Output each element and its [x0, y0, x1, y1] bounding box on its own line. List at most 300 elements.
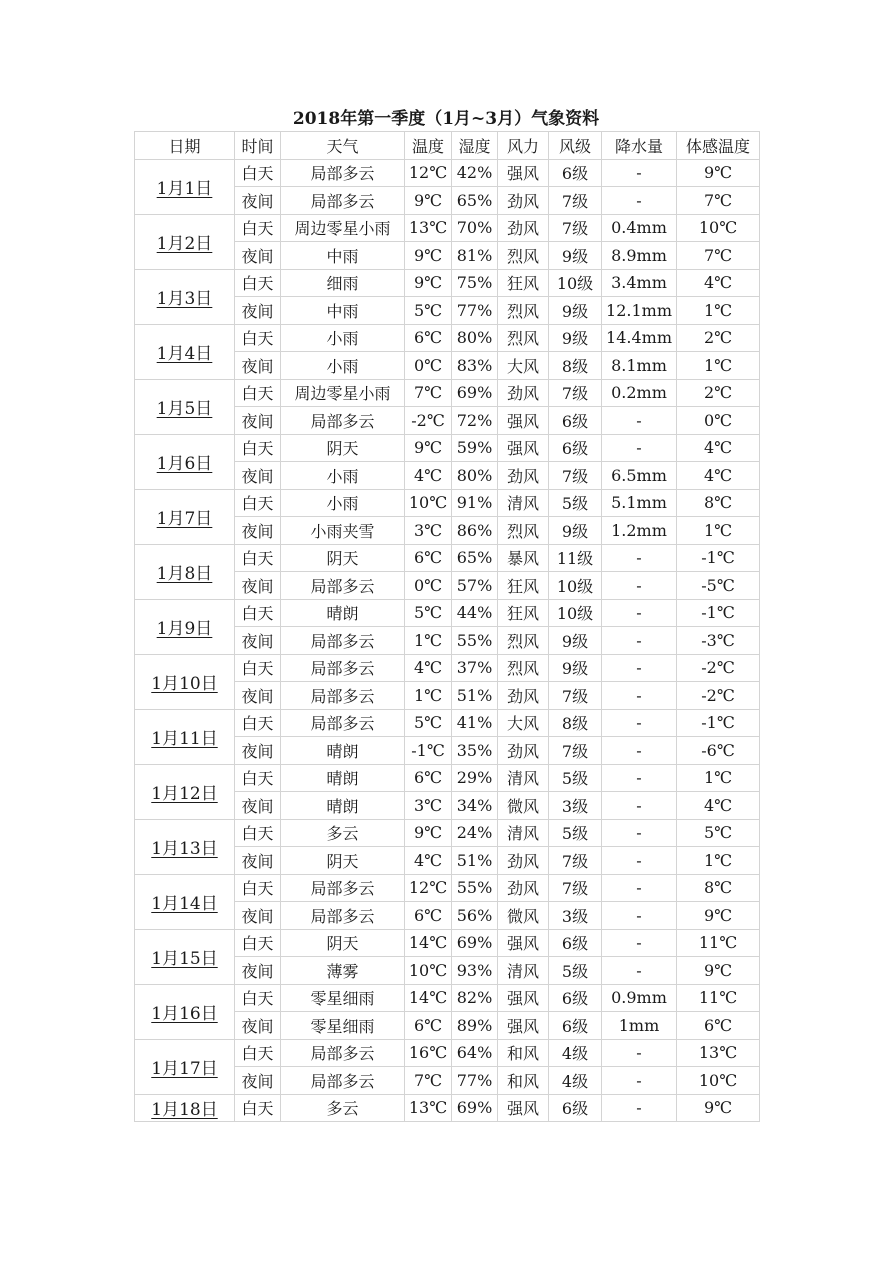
wind-force-cell: 烈风 — [498, 654, 549, 682]
wind-force-cell: 强风 — [498, 1094, 549, 1122]
humidity-cell: 89% — [452, 1012, 498, 1040]
feels-like-cell: 2℃ — [677, 324, 760, 352]
time-cell: 夜间 — [235, 1067, 281, 1095]
wind-level-cell: 7级 — [549, 737, 602, 765]
precipitation-cell: - — [602, 792, 677, 820]
time-cell: 夜间 — [235, 737, 281, 765]
time-cell: 白天 — [235, 544, 281, 572]
weather-cell: 小雨 — [281, 462, 405, 490]
humidity-cell: 37% — [452, 654, 498, 682]
date-label: 1月8日 — [156, 564, 213, 584]
feels-like-cell: -2℃ — [677, 654, 760, 682]
time-cell: 夜间 — [235, 187, 281, 215]
precipitation-cell: - — [602, 407, 677, 435]
humidity-cell: 82% — [452, 984, 498, 1012]
wind-level-cell: 9级 — [549, 627, 602, 655]
header-feels-like: 体感温度 — [677, 132, 760, 160]
wind-level-cell: 5级 — [549, 764, 602, 792]
feels-like-cell: 1℃ — [677, 847, 760, 875]
humidity-cell: 44% — [452, 599, 498, 627]
time-cell: 白天 — [235, 269, 281, 297]
humidity-cell: 55% — [452, 627, 498, 655]
temperature-cell: 9℃ — [405, 187, 452, 215]
wind-level-cell: 8级 — [549, 709, 602, 737]
wind-level-cell: 6级 — [549, 407, 602, 435]
time-cell: 夜间 — [235, 462, 281, 490]
time-cell: 白天 — [235, 929, 281, 957]
precipitation-cell: 14.4mm — [602, 324, 677, 352]
feels-like-cell: 8℃ — [677, 489, 760, 517]
time-cell: 夜间 — [235, 682, 281, 710]
table-row — [135, 1094, 760, 1122]
wind-level-cell: 6级 — [549, 929, 602, 957]
weather-cell: 薄雾 — [281, 957, 405, 985]
temperature-cell: 9℃ — [405, 269, 452, 297]
humidity-cell: 51% — [452, 847, 498, 875]
wind-level-cell: 9级 — [549, 324, 602, 352]
table-row — [135, 874, 760, 902]
header-weather: 天气 — [281, 132, 405, 160]
wind-level-cell: 9级 — [549, 654, 602, 682]
feels-like-cell: 2℃ — [677, 379, 760, 407]
date-cell — [135, 324, 235, 379]
wind-force-cell: 劲风 — [498, 187, 549, 215]
precipitation-cell: - — [602, 1039, 677, 1067]
wind-force-cell: 劲风 — [498, 737, 549, 765]
feels-like-cell: 4℃ — [677, 462, 760, 490]
precipitation-cell: - — [602, 627, 677, 655]
time-cell: 夜间 — [235, 847, 281, 875]
precipitation-cell: - — [602, 737, 677, 765]
weather-cell: 局部多云 — [281, 874, 405, 902]
wind-level-cell: 3级 — [549, 792, 602, 820]
wind-force-cell: 烈风 — [498, 517, 549, 545]
date-label: 1月7日 — [156, 509, 213, 529]
wind-level-cell: 6级 — [549, 159, 602, 187]
humidity-cell: 69% — [452, 929, 498, 957]
time-cell: 白天 — [235, 1094, 281, 1122]
humidity-cell: 69% — [452, 1094, 498, 1122]
humidity-cell: 65% — [452, 187, 498, 215]
precipitation-cell: - — [602, 957, 677, 985]
weather-cell: 局部多云 — [281, 407, 405, 435]
weather-cell: 细雨 — [281, 269, 405, 297]
weather-cell: 局部多云 — [281, 187, 405, 215]
wind-level-cell: 6级 — [549, 1094, 602, 1122]
wind-level-cell: 7级 — [549, 682, 602, 710]
feels-like-cell: -5℃ — [677, 572, 760, 600]
precipitation-cell: - — [602, 847, 677, 875]
wind-force-cell: 清风 — [498, 957, 549, 985]
table-row — [135, 159, 760, 187]
wind-force-cell: 微风 — [498, 792, 549, 820]
weather-cell: 局部多云 — [281, 654, 405, 682]
feels-like-cell: 6℃ — [677, 1012, 760, 1040]
date-label: 1月10日 — [151, 674, 218, 694]
weather-cell: 晴朗 — [281, 737, 405, 765]
wind-force-cell: 强风 — [498, 984, 549, 1012]
humidity-cell: 57% — [452, 572, 498, 600]
wind-force-cell: 和风 — [498, 1039, 549, 1067]
table-row — [135, 654, 760, 682]
precipitation-cell: - — [602, 874, 677, 902]
table-row — [135, 709, 760, 737]
temperature-cell: -1℃ — [405, 737, 452, 765]
humidity-cell: 24% — [452, 819, 498, 847]
table-row — [135, 929, 760, 957]
weather-cell: 零星细雨 — [281, 1012, 405, 1040]
table-row — [135, 984, 760, 1012]
precipitation-cell: 6.5mm — [602, 462, 677, 490]
document-title: 2018年第一季度（1月~3月）气象资料 — [292, 109, 600, 129]
feels-like-cell: 4℃ — [677, 792, 760, 820]
time-cell: 夜间 — [235, 572, 281, 600]
humidity-cell: 42% — [452, 159, 498, 187]
wind-level-cell: 7级 — [549, 379, 602, 407]
wind-force-cell: 劲风 — [498, 379, 549, 407]
feels-like-cell: 8℃ — [677, 874, 760, 902]
table-row — [135, 269, 760, 297]
header-wind-force: 风力 — [498, 132, 549, 160]
header-humidity: 湿度 — [452, 132, 498, 160]
date-label: 1月18日 — [151, 1100, 218, 1121]
humidity-cell: 80% — [452, 324, 498, 352]
wind-level-cell: 7级 — [549, 847, 602, 875]
wind-level-cell: 10级 — [549, 599, 602, 627]
precipitation-cell: 5.1mm — [602, 489, 677, 517]
wind-force-cell: 微风 — [498, 902, 549, 930]
weather-cell: 局部多云 — [281, 902, 405, 930]
wind-force-cell: 烈风 — [498, 242, 549, 270]
humidity-cell: 29% — [452, 764, 498, 792]
date-cell — [135, 214, 235, 269]
time-cell: 白天 — [235, 324, 281, 352]
weather-cell: 多云 — [281, 1094, 405, 1122]
precipitation-cell: - — [602, 929, 677, 957]
precipitation-cell: 8.9mm — [602, 242, 677, 270]
precipitation-cell: - — [602, 159, 677, 187]
temperature-cell: 4℃ — [405, 847, 452, 875]
weather-cell: 小雨 — [281, 324, 405, 352]
temperature-cell: 9℃ — [405, 434, 452, 462]
humidity-cell: 64% — [452, 1039, 498, 1067]
wind-level-cell: 10级 — [549, 269, 602, 297]
humidity-cell: 91% — [452, 489, 498, 517]
date-cell — [135, 819, 235, 874]
weather-cell: 小雨 — [281, 352, 405, 380]
weather-cell: 局部多云 — [281, 159, 405, 187]
wind-force-cell: 烈风 — [498, 627, 549, 655]
humidity-cell: 35% — [452, 737, 498, 765]
temperature-cell: 1℃ — [405, 627, 452, 655]
feels-like-cell: -2℃ — [677, 682, 760, 710]
header-time: 时间 — [235, 132, 281, 160]
wind-level-cell: 4级 — [549, 1067, 602, 1095]
weather-cell: 阴天 — [281, 847, 405, 875]
temperature-cell: 7℃ — [405, 379, 452, 407]
temperature-cell: 3℃ — [405, 792, 452, 820]
precipitation-cell: - — [602, 187, 677, 215]
humidity-cell: 70% — [452, 214, 498, 242]
table-body — [135, 159, 760, 1122]
wind-level-cell: 7级 — [549, 187, 602, 215]
weather-cell: 局部多云 — [281, 1039, 405, 1067]
temperature-cell: 0℃ — [405, 572, 452, 600]
header-precipitation: 降水量 — [602, 132, 677, 160]
date-cell — [135, 159, 235, 214]
humidity-cell: 55% — [452, 874, 498, 902]
time-cell: 夜间 — [235, 1012, 281, 1040]
feels-like-cell: 1℃ — [677, 764, 760, 792]
wind-level-cell: 6级 — [549, 1012, 602, 1040]
weather-cell: 多云 — [281, 819, 405, 847]
temperature-cell: 14℃ — [405, 984, 452, 1012]
precipitation-cell: - — [602, 572, 677, 600]
feels-like-cell: 0℃ — [677, 407, 760, 435]
precipitation-cell: - — [602, 544, 677, 572]
feels-like-cell: 11℃ — [677, 984, 760, 1012]
wind-force-cell: 和风 — [498, 1067, 549, 1095]
date-label: 1月15日 — [151, 949, 218, 969]
date-cell — [135, 929, 235, 984]
time-cell: 白天 — [235, 709, 281, 737]
wind-force-cell: 强风 — [498, 407, 549, 435]
date-cell — [135, 489, 235, 544]
feels-like-cell: 1℃ — [677, 297, 760, 325]
date-cell — [135, 269, 235, 324]
header-wind-level: 风级 — [549, 132, 602, 160]
time-cell: 白天 — [235, 379, 281, 407]
header-temperature: 温度 — [405, 132, 452, 160]
time-cell: 夜间 — [235, 792, 281, 820]
feels-like-cell: 7℃ — [677, 242, 760, 270]
feels-like-cell: 4℃ — [677, 269, 760, 297]
date-label: 1月17日 — [151, 1059, 218, 1079]
precipitation-cell: - — [602, 709, 677, 737]
precipitation-cell: 1mm — [602, 1012, 677, 1040]
date-cell — [135, 654, 235, 709]
precipitation-cell: - — [602, 764, 677, 792]
precipitation-cell: 0.4mm — [602, 214, 677, 242]
feels-like-cell: 4℃ — [677, 434, 760, 462]
weather-cell: 晴朗 — [281, 792, 405, 820]
date-label: 1月13日 — [151, 839, 218, 859]
feels-like-cell: 1℃ — [677, 352, 760, 380]
time-cell: 白天 — [235, 819, 281, 847]
date-label: 1月2日 — [156, 234, 213, 254]
wind-level-cell: 7级 — [549, 462, 602, 490]
header-date: 日期 — [135, 132, 235, 160]
feels-like-cell: 13℃ — [677, 1039, 760, 1067]
feels-like-cell: -1℃ — [677, 544, 760, 572]
wind-level-cell: 6级 — [549, 434, 602, 462]
header-row — [135, 132, 760, 160]
time-cell: 夜间 — [235, 517, 281, 545]
time-cell: 白天 — [235, 764, 281, 792]
time-cell: 夜间 — [235, 297, 281, 325]
time-cell: 夜间 — [235, 902, 281, 930]
date-cell — [135, 874, 235, 929]
weather-cell: 阴天 — [281, 434, 405, 462]
wind-level-cell: 7级 — [549, 214, 602, 242]
date-label: 1月5日 — [156, 399, 213, 419]
feels-like-cell: 10℃ — [677, 214, 760, 242]
humidity-cell: 34% — [452, 792, 498, 820]
wind-force-cell: 劲风 — [498, 847, 549, 875]
date-cell — [135, 599, 235, 654]
date-label: 1月11日 — [151, 729, 218, 749]
feels-like-cell: 9℃ — [677, 902, 760, 930]
feels-like-cell: -1℃ — [677, 709, 760, 737]
table-row — [135, 489, 760, 517]
time-cell: 白天 — [235, 1039, 281, 1067]
wind-force-cell: 劲风 — [498, 874, 549, 902]
temperature-cell: 6℃ — [405, 764, 452, 792]
precipitation-cell: - — [602, 1067, 677, 1095]
weather-cell: 小雨 — [281, 489, 405, 517]
wind-force-cell: 强风 — [498, 434, 549, 462]
feels-like-cell: -3℃ — [677, 627, 760, 655]
precipitation-cell: - — [602, 819, 677, 847]
humidity-cell: 77% — [452, 1067, 498, 1095]
table-row — [135, 434, 760, 462]
humidity-cell: 59% — [452, 434, 498, 462]
time-cell: 白天 — [235, 654, 281, 682]
wind-force-cell: 烈风 — [498, 324, 549, 352]
temperature-cell: 7℃ — [405, 1067, 452, 1095]
temperature-cell: 13℃ — [405, 214, 452, 242]
wind-force-cell: 强风 — [498, 1012, 549, 1040]
precipitation-cell: - — [602, 599, 677, 627]
weather-cell: 阴天 — [281, 544, 405, 572]
time-cell: 夜间 — [235, 627, 281, 655]
time-cell: 白天 — [235, 434, 281, 462]
feels-like-cell: 9℃ — [677, 957, 760, 985]
date-label: 1月14日 — [151, 894, 218, 914]
weather-cell: 周边零星小雨 — [281, 214, 405, 242]
temperature-cell: 12℃ — [405, 159, 452, 187]
wind-force-cell: 清风 — [498, 819, 549, 847]
precipitation-cell: 0.9mm — [602, 984, 677, 1012]
precipitation-cell: - — [602, 434, 677, 462]
temperature-cell: 4℃ — [405, 462, 452, 490]
temperature-cell: 3℃ — [405, 517, 452, 545]
temperature-cell: 9℃ — [405, 242, 452, 270]
humidity-cell: 41% — [452, 709, 498, 737]
wind-force-cell: 清风 — [498, 489, 549, 517]
weather-table — [134, 131, 760, 1122]
temperature-cell: 1℃ — [405, 682, 452, 710]
wind-level-cell: 5级 — [549, 489, 602, 517]
date-cell — [135, 984, 235, 1039]
time-cell: 夜间 — [235, 242, 281, 270]
precipitation-cell: 12.1mm — [602, 297, 677, 325]
wind-level-cell: 5级 — [549, 819, 602, 847]
weather-cell: 零星细雨 — [281, 984, 405, 1012]
time-cell: 白天 — [235, 214, 281, 242]
feels-like-cell: 10℃ — [677, 1067, 760, 1095]
wind-force-cell: 大风 — [498, 709, 549, 737]
wind-level-cell: 9级 — [549, 242, 602, 270]
time-cell: 白天 — [235, 984, 281, 1012]
precipitation-cell: 3.4mm — [602, 269, 677, 297]
precipitation-cell: - — [602, 902, 677, 930]
weather-cell: 中雨 — [281, 242, 405, 270]
time-cell: 白天 — [235, 159, 281, 187]
feels-like-cell: -6℃ — [677, 737, 760, 765]
humidity-cell: 65% — [452, 544, 498, 572]
wind-level-cell: 8级 — [549, 352, 602, 380]
date-cell — [135, 1094, 235, 1122]
feels-like-cell: 9℃ — [677, 1094, 760, 1122]
temperature-cell: 5℃ — [405, 709, 452, 737]
wind-level-cell: 7级 — [549, 874, 602, 902]
precipitation-cell: - — [602, 654, 677, 682]
wind-force-cell: 狂风 — [498, 572, 549, 600]
time-cell: 白天 — [235, 599, 281, 627]
wind-force-cell: 暴风 — [498, 544, 549, 572]
humidity-cell: 83% — [452, 352, 498, 380]
table-row — [135, 544, 760, 572]
precipitation-cell: - — [602, 682, 677, 710]
table-row — [135, 214, 760, 242]
humidity-cell: 81% — [452, 242, 498, 270]
date-label: 1月9日 — [156, 619, 213, 639]
humidity-cell: 75% — [452, 269, 498, 297]
humidity-cell: 72% — [452, 407, 498, 435]
date-cell — [135, 764, 235, 819]
humidity-cell: 77% — [452, 297, 498, 325]
humidity-cell: 93% — [452, 957, 498, 985]
wind-force-cell: 狂风 — [498, 599, 549, 627]
weather-cell: 小雨夹雪 — [281, 517, 405, 545]
temperature-cell: 16℃ — [405, 1039, 452, 1067]
temperature-cell: 5℃ — [405, 297, 452, 325]
table-row — [135, 819, 760, 847]
wind-force-cell: 强风 — [498, 929, 549, 957]
feels-like-cell: -1℃ — [677, 599, 760, 627]
weather-cell: 晴朗 — [281, 599, 405, 627]
temperature-cell: -2℃ — [405, 407, 452, 435]
weather-cell: 阴天 — [281, 929, 405, 957]
wind-level-cell: 9级 — [549, 517, 602, 545]
time-cell: 夜间 — [235, 352, 281, 380]
precipitation-cell: 1.2mm — [602, 517, 677, 545]
temperature-cell: 14℃ — [405, 929, 452, 957]
temperature-cell: 0℃ — [405, 352, 452, 380]
feels-like-cell: 5℃ — [677, 819, 760, 847]
time-cell: 白天 — [235, 489, 281, 517]
date-cell — [135, 544, 235, 599]
wind-level-cell: 6级 — [549, 984, 602, 1012]
table-row — [135, 764, 760, 792]
wind-force-cell: 狂风 — [498, 269, 549, 297]
precipitation-cell: 0.2mm — [602, 379, 677, 407]
date-cell — [135, 434, 235, 489]
humidity-cell: 80% — [452, 462, 498, 490]
temperature-cell: 9℃ — [405, 819, 452, 847]
wind-force-cell: 劲风 — [498, 214, 549, 242]
wind-level-cell: 9级 — [549, 297, 602, 325]
wind-level-cell: 11级 — [549, 544, 602, 572]
precipitation-cell: - — [602, 1094, 677, 1122]
wind-level-cell: 4级 — [549, 1039, 602, 1067]
date-label: 1月12日 — [151, 784, 218, 804]
temperature-cell: 4℃ — [405, 654, 452, 682]
feels-like-cell: 9℃ — [677, 159, 760, 187]
temperature-cell: 6℃ — [405, 1012, 452, 1040]
time-cell: 夜间 — [235, 957, 281, 985]
